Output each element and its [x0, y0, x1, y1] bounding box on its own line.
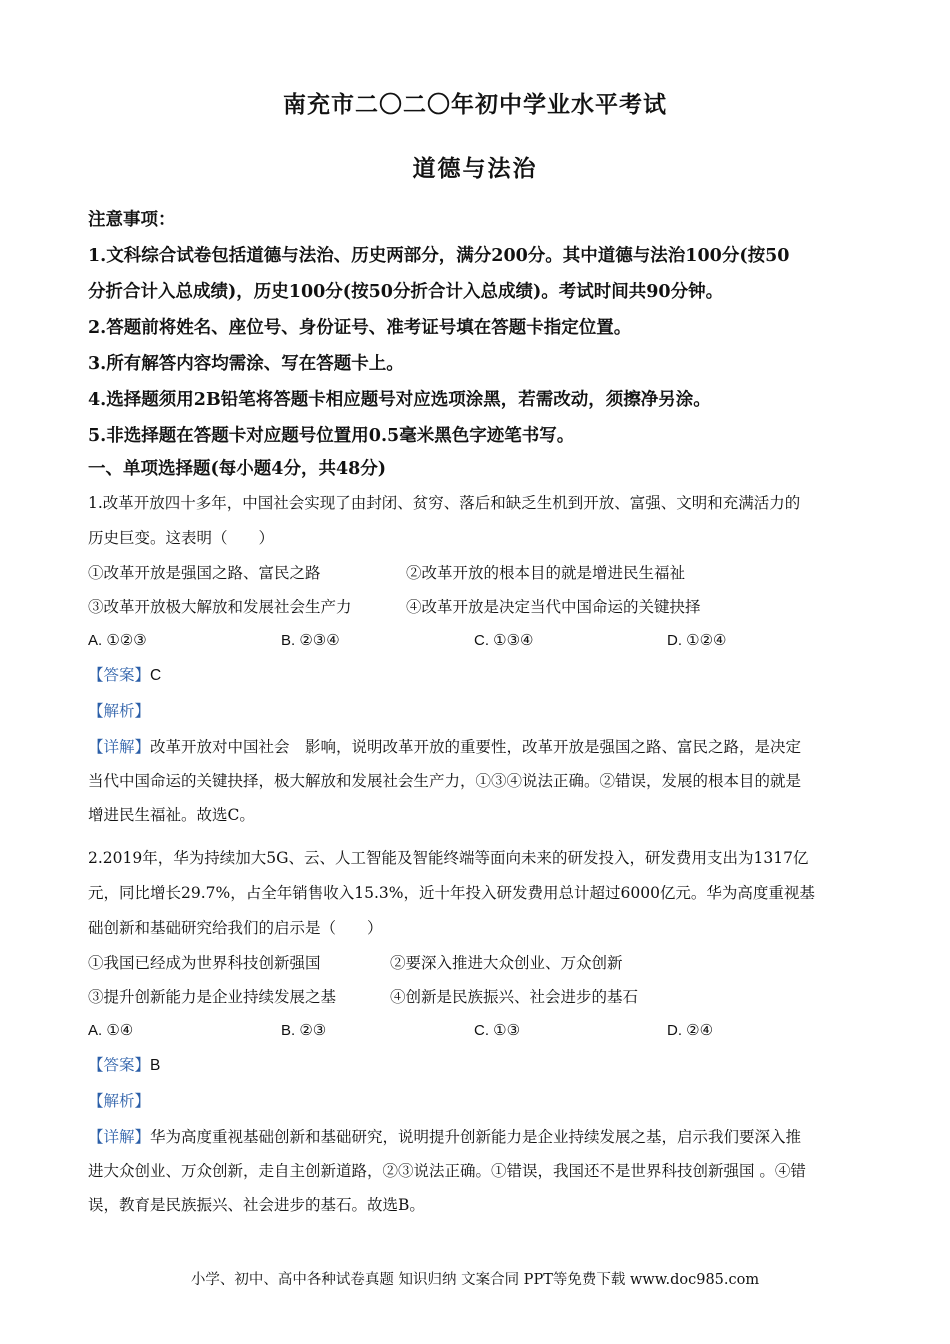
choice-d: D. ①②④ — [667, 632, 727, 649]
statement-row — [88, 980, 863, 1014]
answer-tag: 【答案】 — [88, 1057, 151, 1074]
notice-item: 1.文科综合试卷包括道德与法治、历史两部分，满分200分。其中道德与法治100分(按50 — [88, 246, 790, 266]
choice-b: B. ②③④ — [281, 632, 340, 649]
detail-line: 当代中国命运的关键抉择，极大解放和发展社会生产力，①③④说法正确。②错误，发展的根本目的就是 — [88, 772, 802, 790]
analysis-tag: 【解析】 — [88, 1093, 151, 1110]
footer-text: 小学、初中、高中各种试卷真题 知识归纳 文案合同 PPT等免费下载 www.doc985.com — [190, 1272, 760, 1288]
subject-title: 道德与法治 — [412, 155, 538, 182]
detail-tag: 【详解】 — [88, 739, 151, 756]
detail-block — [88, 1120, 863, 1222]
question-stem: 1.改革开放四十多年，中国社会实现了由封闭、贫穷、落后和缺乏生机到开放、富强、文明和充满活力的 — [88, 494, 801, 512]
notice-item: 5.非选择题在答题卡对应题号位置用0.5毫米黑色字迹笔书写。 — [88, 426, 575, 446]
analysis-line — [88, 1084, 863, 1120]
statement: ②改革开放的根本目的就是增进民生福祉 — [406, 564, 686, 582]
choice-c: C. ①③ — [474, 1022, 521, 1039]
choice-d: D. ②④ — [667, 1022, 714, 1039]
analysis-line — [88, 694, 863, 730]
notice-heading: 注意事项： — [88, 210, 176, 230]
notice-item: 分折合计入总成绩)，历史100分(按50分折合计入总成绩)。考试时间共90分钟。 — [88, 282, 724, 302]
notice-item: 2.答题前将姓名、座位号、身份证号、准考证号填在答题卡指定位置。 — [88, 318, 632, 338]
choice-row — [88, 624, 863, 658]
answer-value: C — [150, 667, 162, 684]
choice-row — [88, 1014, 863, 1048]
exam-title: 南充市二〇二〇年初中学业水平考试 — [283, 91, 667, 118]
statement-row — [88, 590, 863, 624]
statement: ③改革开放极大解放和发展社会生产力 — [88, 598, 352, 616]
answer-value: B — [150, 1057, 161, 1074]
answer-line — [88, 1048, 863, 1084]
detail-tag: 【详解】 — [88, 1129, 151, 1146]
detail-text: 华为高度重视基础创新和基础研究，说明提升创新能力是企业持续发展之基，启示我们要深入推 — [150, 1128, 802, 1146]
detail-line: 进大众创业、万众创新，走自主创新道路，②③说法正确。①错误，我国还不是世界科技创新强国 。④错 — [88, 1162, 806, 1180]
statement: ①改革开放是强国之路、富民之路 — [88, 564, 321, 582]
question-stem: 历史巨变。这表明（ ） — [88, 529, 275, 547]
statement-row — [88, 556, 863, 590]
question-stem: 2.2019年，华为持续加大5G、云、人工智能及智能终端等面向未来的研发投入，研发费用支出为1317亿 — [88, 849, 809, 867]
section-heading: 一、单项选择题(每小题4分，共48分) — [88, 459, 387, 479]
statement: ①我国已经成为世界科技创新强国 — [88, 954, 321, 972]
answer-line — [88, 658, 863, 694]
question-stem: 元，同比增长29.7%，占全年销售收入15.3%，近十年投入研发费用总计超过6000亿元。华为高度重视基 — [88, 884, 815, 902]
statement: ②要深入推进大众创业、万众创新 — [390, 954, 623, 972]
answer-tag: 【答案】 — [88, 667, 151, 684]
notice-item: 4.选择题须用2B铅笔将答题卡相应题号对应选项涂黑，若需改动，须擦净另涂。 — [88, 390, 711, 410]
detail-line — [88, 730, 863, 764]
statement: ④改革开放是决定当代中国命运的关键抉择 — [406, 598, 701, 616]
detail-text: 改革开放对中国社会 影响，说明改革开放的重要性，改革开放是强国之路、富民之路，是决定 — [150, 738, 802, 756]
choice-b: B. ②③ — [281, 1022, 327, 1039]
detail-line: 增进民生福祉。故选C。 — [88, 806, 255, 824]
question-1 — [88, 486, 863, 832]
statement: ③提升创新能力是企业持续发展之基 — [88, 988, 337, 1006]
notice-item: 3.所有解答内容均需涂、写在答题卡上。 — [88, 354, 404, 374]
question-stem: 础创新和基础研究给我们的启示是（ ） — [88, 919, 383, 937]
analysis-tag: 【解析】 — [88, 703, 151, 720]
detail-block — [88, 730, 863, 832]
statement-row — [88, 946, 863, 980]
choice-a: A. ①④ — [88, 1022, 134, 1039]
notice-block — [88, 202, 868, 454]
detail-line — [88, 1120, 863, 1154]
statement: ④创新是民族振兴、社会进步的基石 — [390, 988, 639, 1006]
choice-a: A. ①②③ — [88, 632, 147, 649]
question-2 — [88, 841, 863, 1222]
detail-line: 误，教育是民族振兴、社会进步的基石。故选B。 — [88, 1196, 425, 1214]
choice-c: C. ①③④ — [474, 632, 534, 649]
